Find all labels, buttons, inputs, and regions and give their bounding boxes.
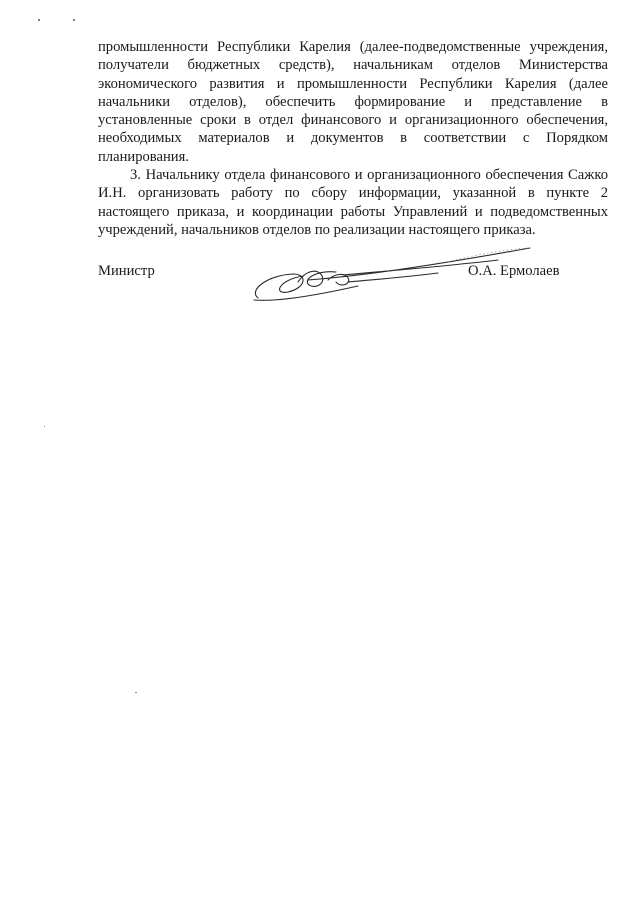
scan-speck bbox=[44, 426, 45, 427]
signatory-role: Министр bbox=[98, 263, 155, 279]
scan-speck bbox=[73, 19, 75, 21]
paragraph-continuation: промышленности Республики Карелия (далее-подведомственные учреждения, получатели бюджетных средств), начальникам отделов Министерства экономического развития и промышленности Республики Карелия (далее начальники отделов), обеспечить формирование и представление в установленные сроки в отдел финансового и организационного обеспечения, необходимых материалов и документов в соответствии с Порядком планирования. bbox=[98, 39, 608, 165]
scan-speck bbox=[38, 19, 40, 21]
document-body bbox=[98, 38, 608, 239]
paragraph-item-3: 3. Начальнику отдела финансового и организационного обеспечения Сажко И.Н. организовать работу по сбору информации, указанной в пункте 2 настоящего приказа, и координации работы Управлений и подведомственных учреждений, начальников отделов по реализации настоящего приказа. bbox=[98, 167, 608, 238]
scan-speck bbox=[135, 692, 137, 693]
signatory-name: О.А. Ермолаев bbox=[468, 263, 560, 279]
